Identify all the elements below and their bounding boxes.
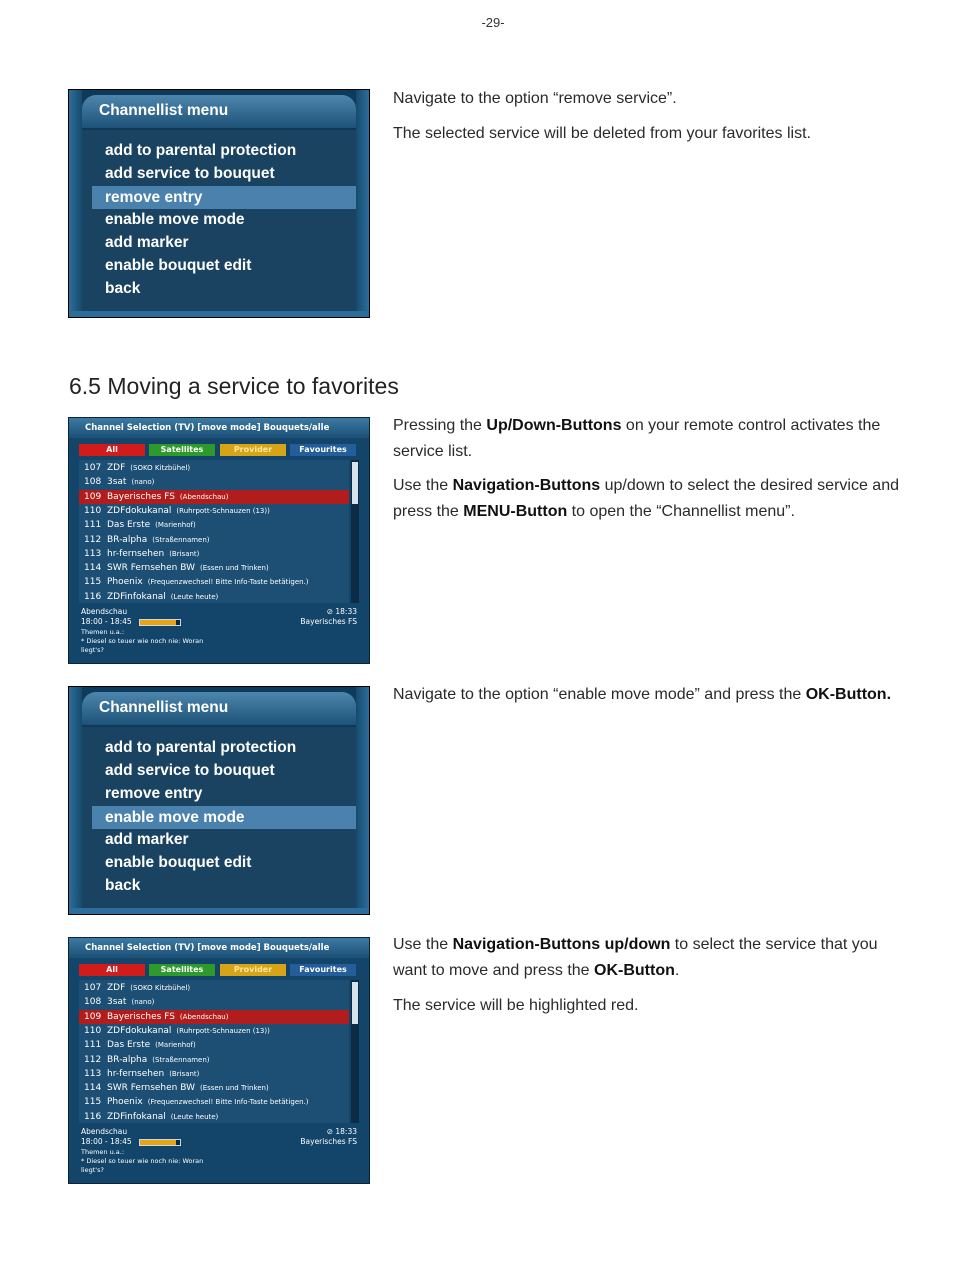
channel-number: 111 <box>84 1040 102 1051</box>
channel-name: SWR Fernsehen BW <box>107 563 195 574</box>
channel-row <box>79 1038 349 1052</box>
menu-item: add service to bouquet <box>105 762 275 779</box>
channel-name: ZDF <box>107 983 126 993</box>
channel-number: 111 <box>84 520 102 531</box>
menu-title: Channellist menu <box>99 699 229 716</box>
menu-item: add marker <box>105 831 189 848</box>
menu-item-selected: enable move mode <box>92 806 356 829</box>
channel-epg: (nano) <box>131 478 155 487</box>
channel-name: Das Erste <box>107 1040 151 1051</box>
channel-epg: (SOKO Kitzbühel) <box>130 464 191 472</box>
channel-row <box>79 1024 349 1038</box>
program-desc: * Diesel so teuer wie noch nie: Woran <box>81 637 204 645</box>
channel-number: 114 <box>84 563 102 574</box>
channel-name: SWR Fernsehen BW <box>107 1083 195 1094</box>
menu-item: back <box>105 280 141 297</box>
channel-number: 113 <box>84 548 102 559</box>
channel-name: Bayerisches FS <box>107 1011 175 1022</box>
channel-epg: (Essen und Trinken) <box>199 564 269 573</box>
instruction-remove-service: Navigate to the option “remove service”. <box>393 90 677 107</box>
channel-name: ZDFdokukanal <box>107 505 172 516</box>
channel-epg: (Leute heute) <box>170 1112 219 1121</box>
program-desc: Themen u.a.: <box>81 628 125 636</box>
channel-row <box>79 490 349 504</box>
current-channel: Bayerisches FS <box>300 1137 357 1146</box>
channel-name: Phoenix <box>107 577 143 588</box>
channel-number: 110 <box>84 505 102 516</box>
menu-item: add to parental protection <box>105 142 297 159</box>
channel-number: 107 <box>84 463 102 473</box>
yellow-button-provider: Provider <box>220 444 286 456</box>
instruction-deleted-note: The selected service will be deleted from your favorites list. <box>393 125 811 142</box>
channel-row <box>79 1067 349 1081</box>
program-desc: liegt's? <box>81 1166 104 1174</box>
channel-epg: (Abendschau) <box>179 492 229 501</box>
channel-name: hr-fernsehen <box>107 1068 165 1079</box>
channel-number: 115 <box>84 577 102 588</box>
instruction-up-down: Pressing the Up/Down-Buttons on your remote control activates the service list. <box>393 417 881 460</box>
channel-number: 114 <box>84 1083 102 1094</box>
menu-item-selected: remove entry <box>92 186 356 209</box>
channel-row <box>79 1095 349 1109</box>
channel-list <box>79 980 349 1123</box>
channel-row <box>79 1010 349 1024</box>
channel-name: Bayerisches FS <box>107 491 175 502</box>
menu-item: enable bouquet edit <box>105 257 252 274</box>
channel-row <box>79 518 349 532</box>
scrollbar <box>351 980 359 1123</box>
channel-epg: (Abendschau) <box>179 1012 229 1021</box>
menu-item: add marker <box>105 234 189 251</box>
channel-row <box>79 995 349 1009</box>
channel-name: hr-fernsehen <box>107 548 165 559</box>
instruction-enable-move-mode: Navigate to the option “enable move mode” and press the OK-Button. <box>393 686 892 703</box>
channel-row <box>79 1053 349 1067</box>
channel-epg: (Ruhrpott-Schnauzen (13)) <box>176 506 270 515</box>
channel-row <box>79 461 349 475</box>
channel-row <box>79 561 349 575</box>
blue-button-favourites: Favourites <box>290 444 356 456</box>
channel-row <box>79 575 349 589</box>
channel-name: BR-alpha <box>107 534 148 545</box>
channel-selection-screenshot-moving <box>68 937 370 1184</box>
yellow-button-provider: Provider <box>220 964 286 976</box>
channel-epg: (Essen und Trinken) <box>199 1084 269 1093</box>
program-time: 18:00 - 18:45 <box>81 1137 132 1146</box>
clock: ⊘ 18:33 <box>326 607 357 616</box>
channel-epg: (Ruhrpott-Schnauzen (13)) <box>176 1026 270 1035</box>
channel-number: 108 <box>84 477 102 488</box>
instruction-select-to-move: Use the Navigation-Buttons up/down to select the service that you want to move and press the OK-Button. <box>393 936 878 979</box>
green-button-satellites: Satellites <box>149 444 215 456</box>
channel-row <box>79 533 349 547</box>
channel-row <box>79 475 349 489</box>
channel-name: Phoenix <box>107 1097 143 1108</box>
scrollbar <box>351 460 359 603</box>
red-button-all: All <box>79 444 145 456</box>
channel-epg: (Marienhof) <box>155 1041 196 1050</box>
channel-number: 115 <box>84 1097 102 1108</box>
channel-epg: (Brisant) <box>169 549 200 558</box>
instruction-highlighted-red: The service will be highlighted red. <box>393 997 639 1014</box>
channel-number: 116 <box>84 591 102 602</box>
channel-epg: (Straßennamen) <box>152 535 210 544</box>
channel-epg: (Marienhof) <box>155 521 196 530</box>
channel-number: 108 <box>84 997 102 1008</box>
channel-row <box>79 1081 349 1095</box>
channel-row <box>79 504 349 518</box>
channel-row <box>79 547 349 561</box>
program-desc: liegt's? <box>81 646 104 654</box>
program-desc: * Diesel so teuer wie noch nie: Woran <box>81 1157 204 1165</box>
channel-name: ZDFinfokanal <box>107 1111 166 1122</box>
channel-name: BR-alpha <box>107 1054 148 1065</box>
channel-epg: (Brisant) <box>169 1069 200 1078</box>
channel-number: 109 <box>84 1011 102 1022</box>
menu-item: remove entry <box>105 785 203 802</box>
channel-epg: (Leute heute) <box>170 592 219 601</box>
section-heading: 6.5 Moving a service to favorites <box>69 373 399 399</box>
blue-button-favourites: Favourites <box>290 964 356 976</box>
channel-row <box>79 590 349 604</box>
channel-row <box>79 1110 349 1124</box>
epg-info-panel <box>69 1125 369 1184</box>
menu-item: add to parental protection <box>105 739 297 756</box>
channel-name: 3sat <box>107 477 127 488</box>
channel-list <box>79 460 349 603</box>
program-time: 18:00 - 18:45 <box>81 617 132 626</box>
epg-info-panel <box>69 605 369 664</box>
channel-number: 112 <box>84 534 102 545</box>
menu-item: add service to bouquet <box>105 165 275 182</box>
instruction-navigation: Use the Navigation-Buttons up/down to select the desired service and press the MENU-Button to open the “Channellist menu”. <box>393 477 899 520</box>
channel-number: 112 <box>84 1054 102 1065</box>
channel-name: Das Erste <box>107 520 151 531</box>
channel-epg: (Straßennamen) <box>152 1055 210 1064</box>
channel-number: 116 <box>84 1111 102 1122</box>
channellist-menu-screenshot-remove <box>68 89 370 318</box>
menu-item: back <box>105 877 141 894</box>
program-desc: Themen u.a.: <box>81 1148 125 1156</box>
current-channel: Bayerisches FS <box>300 617 357 626</box>
red-button-all: All <box>79 964 145 976</box>
channel-name: ZDFdokukanal <box>107 1025 172 1036</box>
channel-epg: (Frequenzwechsel! Bitte Info-Taste betätigen.) <box>147 578 309 587</box>
channel-epg: (nano) <box>131 998 155 1007</box>
program-name: Abendschau <box>81 607 128 616</box>
channel-selection-screenshot <box>68 417 370 664</box>
channel-epg: (Frequenzwechsel! Bitte Info-Taste betätigen.) <box>147 1098 309 1107</box>
channel-epg: (SOKO Kitzbühel) <box>130 984 191 992</box>
channel-number: 107 <box>84 983 102 993</box>
menu-item: enable bouquet edit <box>105 854 252 871</box>
channel-number: 109 <box>84 491 102 502</box>
channel-number: 110 <box>84 1025 102 1036</box>
clock: ⊘ 18:33 <box>326 1127 357 1136</box>
menu-item: enable move mode <box>105 211 245 228</box>
program-progress <box>139 1139 181 1146</box>
green-button-satellites: Satellites <box>149 964 215 976</box>
page-number: -29- <box>481 15 505 30</box>
channel-selection-title: Channel Selection (TV) [move mode] Bouquets/alle <box>85 943 330 953</box>
menu-title: Channellist menu <box>99 102 229 119</box>
channel-number: 113 <box>84 1068 102 1079</box>
channel-row <box>79 981 349 995</box>
channel-name: ZDF <box>107 463 126 473</box>
channel-selection-title: Channel Selection (TV) [move mode] Bouquets/alle <box>85 423 330 433</box>
channel-name: 3sat <box>107 997 127 1008</box>
program-name: Abendschau <box>81 1127 128 1136</box>
channellist-menu-screenshot-move <box>68 686 370 915</box>
program-progress <box>139 619 181 626</box>
channel-name: ZDFinfokanal <box>107 591 166 602</box>
